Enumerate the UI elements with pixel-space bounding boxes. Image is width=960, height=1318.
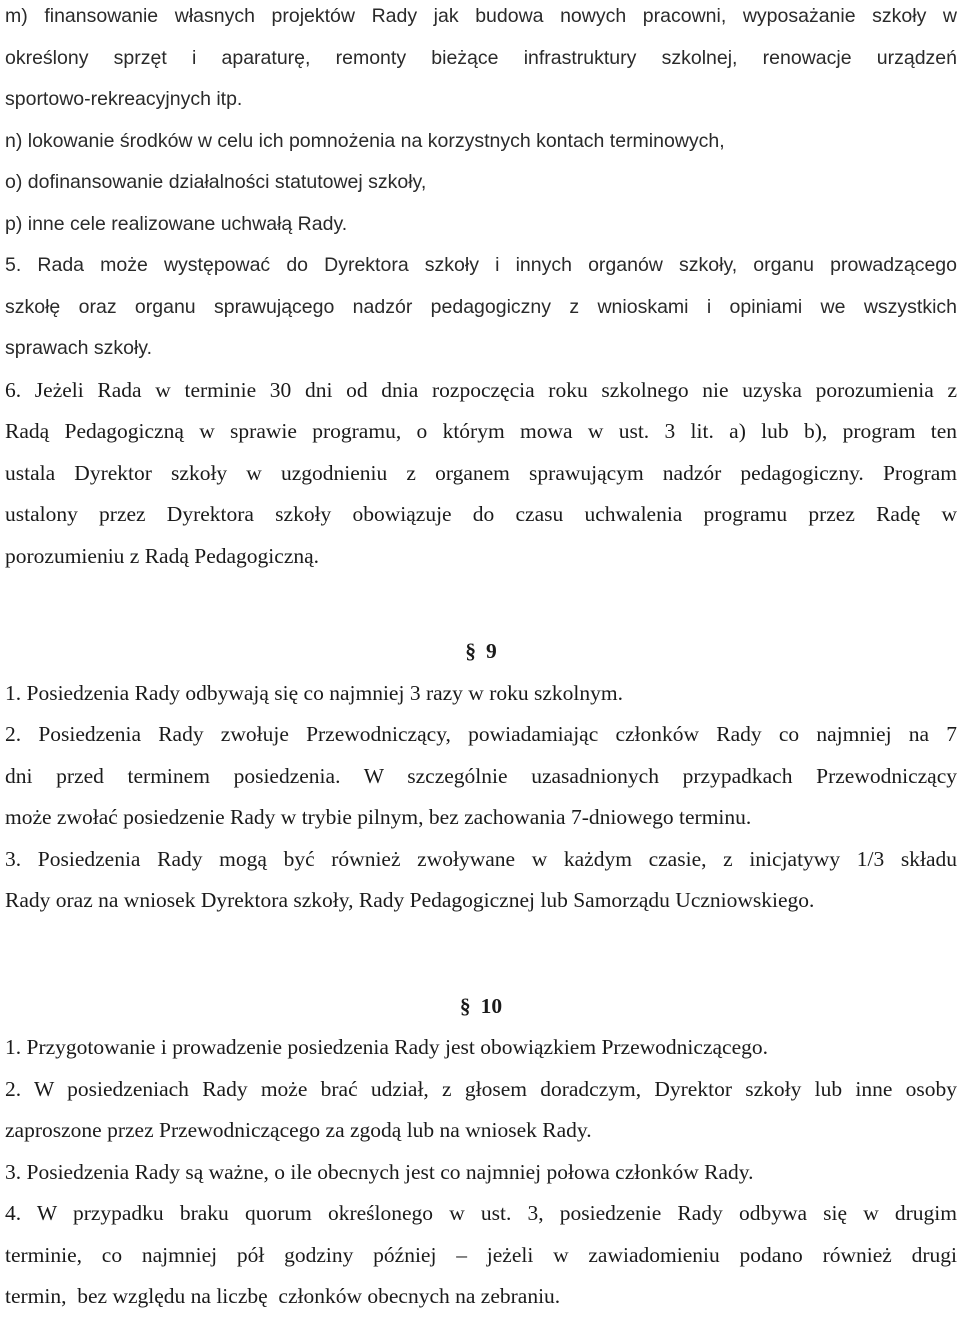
section-10-p3: 3. Posiedzenia Rady są ważne, o ile obecnych jest co najmniej połowa członków Rady.	[5, 1159, 754, 1184]
item-m-line-1: m) finansowanie własnych projektów Rady jak budowa nowych pracowni, wyposażanie szkoły w	[5, 5, 957, 27]
point-5	[5, 245, 957, 370]
section-9-p3-line-1: 3. Posiedzenia Rady mogą być również zwoływane w każdym czasie, z inicjatywy 1/3 składu	[5, 846, 957, 871]
section-9-p2-line-1: 2. Posiedzenia Rady zwołuje Przewodniczący, powiadamiając członków Rady co najmniej na 7	[5, 722, 957, 746]
point-5-line-1: 5. Rada może występować do Dyrektora szkoły i innych organów szkoły, organu prowadzącego	[5, 254, 957, 276]
section-9-body	[5, 673, 957, 922]
point-6-line-4: ustalony przez Dyrektora szkoły obowiązuje do czasu uchwalenia programu przez Radę w	[5, 502, 957, 526]
point-6-line-3: ustala Dyrektor szkoły w uzgodnieniu z organem sprawującym nadzór pedagogiczny. Program	[5, 460, 957, 485]
section-sign: §	[465, 639, 476, 663]
section-number: 10	[480, 993, 503, 1018]
point-5-line-2: szkołę oraz organu sprawującego nadzór pedagogiczny z wnioskami i opiniami we wszystkich	[5, 295, 957, 318]
spacer	[5, 922, 957, 986]
point-6-line-5: porozumieniu z Radą Pedagogiczną.	[5, 543, 320, 568]
item-n: n) lokowanie środków w celu ich pomnożenia na korzystnych kontach terminowych,	[5, 129, 725, 152]
section-10-p2-line-2: zaproszone przez Przewodniczącego za zgodą lub na wniosek Rady.	[5, 1118, 592, 1142]
document-page	[5, 0, 957, 1318]
spacer	[5, 577, 957, 631]
section-sign: §	[459, 993, 471, 1018]
section-number: 9	[486, 639, 497, 663]
section-10-p2-line-1: 2. W posiedzeniach Rady może brać udział, z głosem doradczym, Dyrektor szkoły lub inne osoby	[5, 1076, 957, 1101]
point-6-line-2: Radą Pedagogiczną w sprawie programu, o którym mowa w ust. 3 lit. a) lub b), program ten	[5, 419, 957, 443]
section-9-p2-line-2: dni przed terminem posiedzenia. W szczególnie uzasadnionych przypadkach Przewodniczący	[5, 763, 957, 788]
section-10-p4-line-1: 4. W przypadku braku quorum określonego w ust. 3, posiedzenie Rady odbywa się w drugim	[5, 1201, 957, 1225]
item-m-line-2: określony sprzęt i aparaturę, remonty bieżące infrastruktury szkolnej, renowacje urządzeń	[5, 46, 957, 69]
section-10-body	[5, 1027, 957, 1318]
point-5-line-3: sprawach szkoły.	[5, 337, 153, 359]
section-9-p2-line-3: może zwołać posiedzenie Rady w trybie pilnym, bez zachowania 7-dniowego terminu.	[5, 805, 752, 829]
point-6-line-1: 6. Jeżeli Rada w terminie 30 dni od dnia rozpoczęcia roku szkolnego nie uzyska porozumienia z	[5, 377, 957, 402]
point-6	[5, 370, 957, 578]
section-9-heading	[5, 631, 957, 673]
section-10-p4-line-2: terminie, co najmniej pół godziny później – jeżeli w zawiadomieniu podano również drugi	[5, 1242, 957, 1267]
section-10-p4-line-3: termin, bez względu na liczbę członków obecnych na zebraniu.	[5, 1284, 561, 1308]
item-o: o) dofinansowanie działalności statutowej szkoły,	[5, 171, 427, 193]
section-9-p3-line-2: Rady oraz na wniosek Dyrektora szkoły, Rady Pedagogicznej lub Samorządu Uczniowskiego.	[5, 888, 815, 912]
fund-purposes-list	[5, 0, 957, 245]
item-p: p) inne cele realizowane uchwałą Rady.	[5, 212, 348, 235]
section-10-heading	[5, 986, 957, 1028]
section-9-p1: 1. Posiedzenia Rady odbywają się co najmniej 3 razy w roku szkolnym.	[5, 680, 623, 705]
section-10-p1: 1. Przygotowanie i prowadzenie posiedzenia Rady jest obowiązkiem Przewodniczącego.	[5, 1035, 768, 1059]
item-m-line-3: sportowo-rekreacyjnych itp.	[5, 88, 243, 110]
